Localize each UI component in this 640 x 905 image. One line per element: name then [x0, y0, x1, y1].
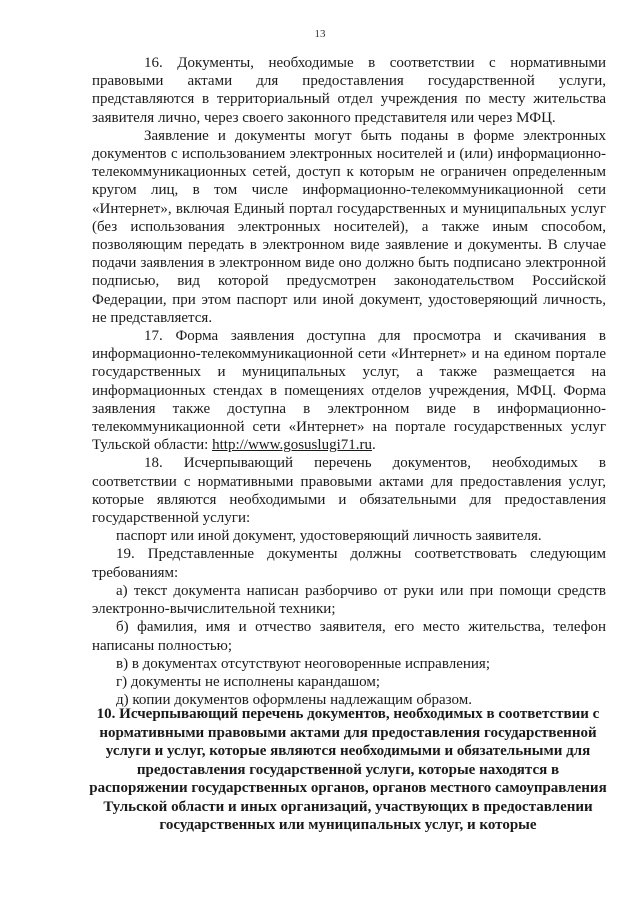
paragraph-16: 16. Документы, необходимые в соответствии с нормативными правовыми актами для предоставления государственной услуги, представляются в территориальный отдел учреждения по месту жительства заявителя лично, через своего законного представителя или через МФЦ.	[92, 55, 606, 126]
paragraph-19-a: а) текст документа написан разборчиво от руки или при помощи средств электронно-вычислительной техники;	[92, 582, 606, 618]
paragraph-19: 19. Представленные документы должны соответствовать следующим требованиям:	[92, 546, 606, 581]
paragraph-18-item: паспорт или иной документ, удостоверяющий личность заявителя.	[116, 528, 542, 545]
paragraph-19-d: г) документы не исполнены карандашом;	[116, 673, 381, 690]
paragraph-19-c: в) в документах отсутствуют неоговоренные исправления;	[116, 655, 490, 672]
section-heading: 10. Исчерпывающий перечень документов, необходимых в соответствии с нормативными правовыми актами для предоставления государственной услуги и услуг, которые являются необходимыми и обязательными для предоставления государственной услуги, которые находятся в распоряжении государственных органов, органов местного самоуправления Тульской области и иных организаций, участвующих в предоставлении государственных или муниципальных услуг, и которые	[89, 706, 607, 833]
paragraph-17-text: 17. Форма заявления доступна для просмотра и скачивания в информационно-телекоммуникационной сети «Интернет» и на едином портале государственных и муниципальных услуг, а также размещается на информационных стендах в помещениях отделов учреждения, МФЦ. Форма заявления также доступна в электронном виде в информационно-телекоммуникационной сети «Интернет» на портале государственных услуг Тульской области:	[92, 328, 606, 454]
paragraph-19-e: д) копии документов оформлены надлежащим образом.	[116, 692, 472, 709]
page-number: 13	[314, 28, 326, 40]
paragraph-17	[92, 327, 606, 454]
gosuslugi-link[interactable]: http://www.gosuslugi71.ru	[212, 437, 372, 454]
document-body	[92, 54, 606, 709]
paragraph-16-electronic: Заявление и документы могут быть поданы в форме электронных документов с использованием электронных носителей и (или) информационно-телекоммуникационных сетей, доступ к которым не ограничен определенным кругом лиц, в том числе информационно-телекоммуникационной сети «Интернет», включая Единый портал государственных и муниципальных услуг (без использования электронных носителей), а также иным способом, позволяющим передать в электронном виде заявление и документы. В случае подачи заявления в электронном виде оно должно быть подписано электронной подписью, вид которой предусмотрен законодательством Российской Федерации, при этом паспорт или иной документ, удостоверяющий личность, не представляется.	[92, 127, 606, 326]
paragraph-19-b: б) фамилия, имя и отчество заявителя, его место жительства, телефон написаны полностью;	[92, 619, 606, 654]
paragraph-18: 18. Исчерпывающий перечень документов, необходимых в соответствии с нормативными правовыми актами для предоставления услуг, которые являются необходимыми и обязательными для предоставления государственной услуги:	[92, 455, 606, 527]
paragraph-17-end: .	[371, 437, 376, 454]
